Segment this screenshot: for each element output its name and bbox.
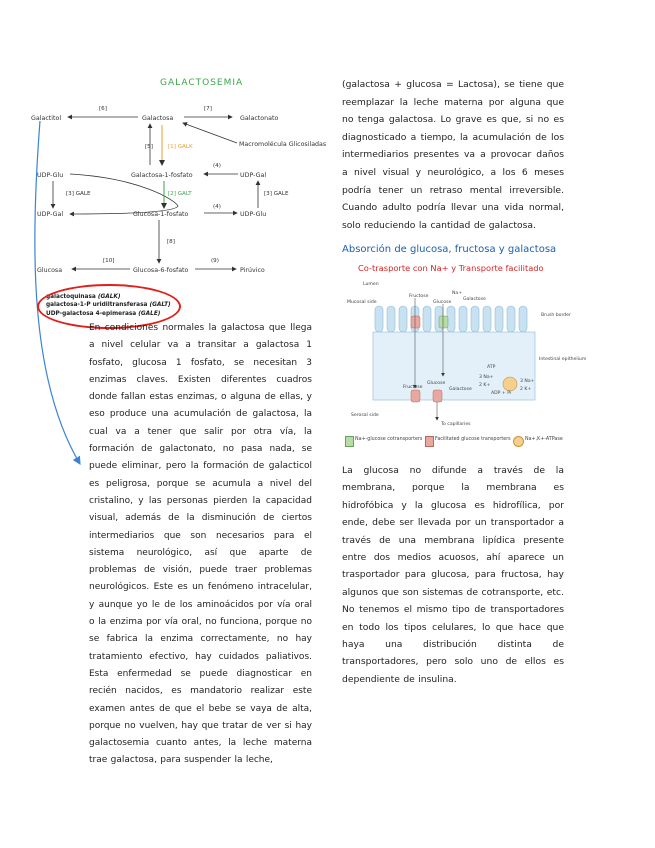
label-brush: Brush border [541,313,571,318]
node-macromolecula: Macromolécula Glicosiladas [239,141,327,148]
node-gal1p: Galactosa-1-fosfato [131,172,193,179]
legend-row-galt: galactosa-1-P uridiltransferasa (GALT) [46,302,171,309]
label-adp: ADP + Pi [491,391,512,396]
node-udp-glu-left: UDP-Glu [37,172,64,179]
step-8: [8] [167,239,175,245]
node-glucosa: Glucosa [37,267,63,274]
label-serosal: Serosal side [351,413,379,418]
legend-atpase: Na+,K+-ATPase [525,437,563,442]
step-5: [5] [145,144,153,150]
label-glucose-top: Glucose [433,300,452,305]
label-galactose-mid: Galactose [449,387,472,392]
label-mucosal: Mucosal side [347,300,377,305]
label-k2-right: 2 K+ [520,387,532,392]
left-paragraph: En condiciones normales la galactosa que llega a nivel celular va a transitar a galactosa 1 fosfato, glucosa 1 fosfato, se necesitan 3 enzimas claves. Existen diferentes cuadros donde fallan estas enzimas, o alguna de ellas, y eso produce una acumulación de galactosa, la cual va a tener que salir por otra vía, la formación de galactonato, no pasa nada, se puede eliminar, pero la formación de galacticol es peligrosa, porque se acumula a nivel del cristalino, y las personas pierden la capacidad visual, además de la disminución de ciertos intermediarios que son necesarios para el sistema neurológico, así que aparte de problemas de visión, puede traer problemas neurológicos. Este es un fenómeno intracelular, y aunque yo le de los aminoácidos por vía oral o la enzima por vía oral, no funciona, porque no se fabrica la enzima correctamente, no hay tratamiento efectivo, hay cuidados paliativos. Esta enfermedad se puede diagnosticar en recién nacidos, es mandatorio realizar este examen antes de que el bebe se vaya de alta, porque no vuelven, hay que tratar de ver si hay galactosemia cuanto antes, la leche materna trae galactosa, para suspender la leche, [89,323,312,766]
microvilli [375,306,527,332]
step-4a: (4) [213,163,221,169]
atpase-swatch [513,436,524,447]
node-galactonato: Galactonato [240,115,279,122]
node-piruvico: Pirúvico [240,267,265,274]
label-k2: 2 K+ [479,383,491,388]
section-subheading: Co-trasporte con Na+ y Transporte facilitado [358,263,544,273]
node-udp-gal-left: UDP-Gal [37,211,64,218]
step-9: (9) [211,258,219,264]
legend-row-galk: galactoquinasa (GALK) [46,294,121,300]
step-3-gale-right: [3] GALE [264,191,289,197]
step-7: [7] [204,106,212,112]
legend-facilitated: Facilitated glucose transporters [435,437,511,442]
diagram-title: GALACTOSEMIA [160,78,244,88]
node-galactitol: Galactitol [31,115,62,122]
section-heading: Absorción de glucosa, fructosa y galactosa [342,244,557,255]
label-na-top: Na+ [452,291,463,296]
label-fructose-top: Fructose [409,294,429,299]
label-galactose-top: Galactose [463,297,486,302]
step-6: [6] [99,106,107,112]
transport-legend [343,434,565,448]
step-2-galt: [2] GALT [168,191,192,197]
label-na3-right: 3 Na+ [520,379,535,384]
step-3-gale-left: [3] GALE [66,191,91,197]
transport-figure [345,276,587,434]
node-udp-glu-right: UDP-Glu [240,211,267,218]
label-lumen: Lumen [363,282,379,287]
label-fructose-mid: Fructose [403,385,423,390]
right-bottom-paragraph: La glucosa no difunde a través de la membrana, porque la membrana es hidrofóbica y la glucosa es hidrofílica, por ende, debe ser llevada por un transportador a través de una membrana lipídica presente entre dos medios acuosos, ahí aparece un trasportador para glucosa, para fructosa, hay algunos que son sistemas de cotransporte, etc. No tenemos el mismo tipo de transportadores en todo los tipos celulares, lo que hace que haya una distribución distinta de transportadores, pero solo uno de ellos es dependiente de insulina. [342,465,564,685]
label-na3: 3 Na+ [479,375,494,380]
legend-cotransporters: Na+-glucose cotransporters [355,437,423,442]
label-glucose-mid: Glucose [427,381,446,386]
label-intestinal: Intestinal epithelium [539,357,587,362]
node-galactosa: Galactosa [142,115,174,122]
step-10: [10] [103,258,115,264]
galactosemia-pathway-diagram [0,0,340,290]
label-capillaries: To capillaries [441,422,471,427]
node-glc6p: Glucosa-6-fosfato [133,267,189,274]
facilitated-swatch [425,436,434,447]
node-udp-gal-right: UDP-Gal [240,172,267,179]
step-1-galk: [1] GALK [168,144,193,150]
step-4b: (4) [213,204,221,210]
label-atp: ATP [487,365,496,370]
right-top-paragraph: (galactosa + glucosa = Lactosa), se tiene que reemplazar la leche materna por alguna que no tenga galactosa. Lo grave es que, si no es diagnosticado a tiempo, la acumulación de los intermediarios presentes va a provocar daños a nivel visual y neurológico, a los 6 meses podría tener un retraso mental irreversible. Cuando adulto podría llevar una vida normal, solo reduciendo la cantidad de galactosa. [342,79,564,231]
legend-row-gale: UDP-galactosa 4-epimerasa (GALE) [46,310,161,317]
node-glc1p: Glucosa-1-fosfato [133,211,189,218]
cotransporter-swatch [345,436,354,447]
